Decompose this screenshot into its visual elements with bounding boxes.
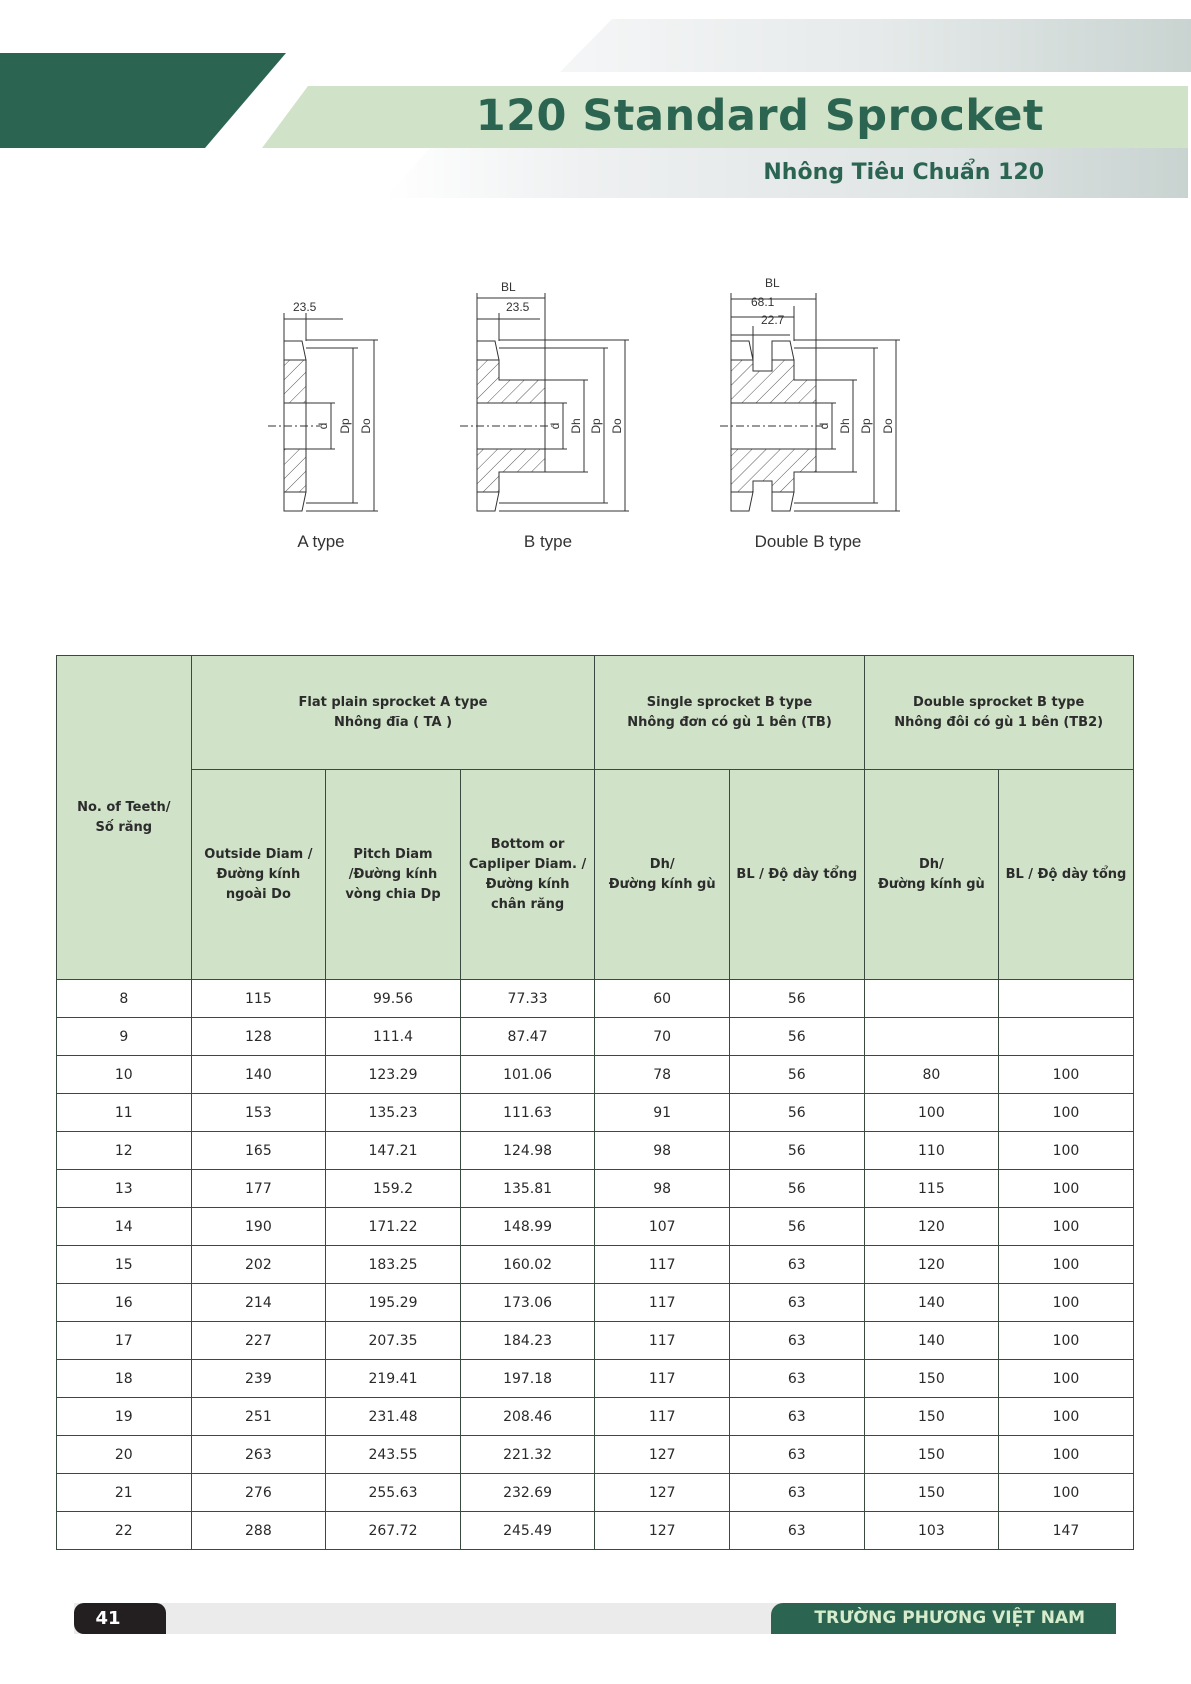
table-cell: 227 bbox=[191, 1322, 326, 1360]
a-type-width-label: 23.5 bbox=[293, 300, 317, 314]
header-line: /Đường kính bbox=[348, 866, 438, 882]
table-cell: 239 bbox=[191, 1360, 326, 1398]
table-row bbox=[57, 1056, 1134, 1094]
table-cell: 63 bbox=[729, 1284, 864, 1322]
table-cell: 127 bbox=[595, 1436, 730, 1474]
table-cell: 147.21 bbox=[326, 1132, 461, 1170]
table-cell: 100 bbox=[999, 1360, 1134, 1398]
table-cell: 21 bbox=[57, 1474, 192, 1512]
table-cell: 87.47 bbox=[460, 1018, 595, 1056]
table-cell: 56 bbox=[729, 1056, 864, 1094]
table-cell: 288 bbox=[191, 1512, 326, 1550]
table-cell: 80 bbox=[864, 1056, 999, 1094]
b-type-d-label: d bbox=[548, 422, 562, 430]
table-cell bbox=[864, 1018, 999, 1056]
a-type-caption: A type bbox=[297, 532, 345, 551]
table-cell: 127 bbox=[595, 1474, 730, 1512]
table-cell: 111.4 bbox=[326, 1018, 461, 1056]
table-cell: 117 bbox=[595, 1284, 730, 1322]
table-cell: 120 bbox=[864, 1246, 999, 1284]
table-cell: 98 bbox=[595, 1170, 730, 1208]
table-cell: 197.18 bbox=[460, 1360, 595, 1398]
table-cell: 56 bbox=[729, 1208, 864, 1246]
table-cell: 135.23 bbox=[326, 1094, 461, 1132]
table-cell: 150 bbox=[864, 1398, 999, 1436]
table-cell: 208.46 bbox=[460, 1398, 595, 1436]
table-cell: 56 bbox=[729, 1170, 864, 1208]
a-type-drawing bbox=[268, 313, 378, 511]
b-type-dp-label: Dp bbox=[589, 418, 603, 434]
table-cell: 263 bbox=[191, 1436, 326, 1474]
table-cell: 140 bbox=[864, 1322, 999, 1360]
table-cell: 207.35 bbox=[326, 1322, 461, 1360]
table-row bbox=[57, 980, 1134, 1018]
sprocket-drawings bbox=[240, 268, 940, 568]
double-b-type-d-label: d bbox=[817, 422, 831, 430]
table-cell: 10 bbox=[57, 1056, 192, 1094]
table-cell: 110 bbox=[864, 1132, 999, 1170]
table-cell: 140 bbox=[864, 1284, 999, 1322]
teeth-header-en: No. of Teeth/ bbox=[77, 799, 171, 815]
col-header-outside-diam bbox=[191, 770, 326, 980]
b-type-bl-label: BL bbox=[501, 280, 516, 294]
double-b-type-dh-label: Dh bbox=[838, 418, 852, 434]
table-cell: 243.55 bbox=[326, 1436, 461, 1474]
table-cell: 195.29 bbox=[326, 1284, 461, 1322]
table-cell: 124.98 bbox=[460, 1132, 595, 1170]
table-cell: 135.81 bbox=[460, 1170, 595, 1208]
table-cell: 171.22 bbox=[326, 1208, 461, 1246]
table-cell: 100 bbox=[999, 1094, 1134, 1132]
table-cell: 77.33 bbox=[460, 980, 595, 1018]
table-cell: 147 bbox=[999, 1512, 1134, 1550]
table-cell: 100 bbox=[999, 1474, 1134, 1512]
table-cell: 78 bbox=[595, 1056, 730, 1094]
table-cell: 140 bbox=[191, 1056, 326, 1094]
table-cell: 99.56 bbox=[326, 980, 461, 1018]
header-line: Bottom or bbox=[490, 836, 565, 852]
sprocket-diagrams bbox=[240, 268, 940, 568]
header-line: Pitch Diam bbox=[353, 846, 433, 862]
teeth-header bbox=[57, 656, 192, 980]
a-type-dp-label: Dp bbox=[338, 418, 352, 434]
col-header-single-bl bbox=[729, 770, 864, 980]
table-cell: 150 bbox=[864, 1474, 999, 1512]
col-header-single-dh bbox=[595, 770, 730, 980]
header-band-top bbox=[560, 19, 1191, 72]
group-header-vi: Nhông đĩa ( TA ) bbox=[333, 714, 453, 730]
table-cell: 100 bbox=[864, 1094, 999, 1132]
table-cell: 107 bbox=[595, 1208, 730, 1246]
table-cell: 17 bbox=[57, 1322, 192, 1360]
table-row bbox=[57, 1208, 1134, 1246]
table-row bbox=[57, 1474, 1134, 1512]
double-b-type-total-label: 68.1 bbox=[751, 295, 775, 309]
group-header-vi: Nhông đơn có gù 1 bên (TB) bbox=[627, 714, 832, 730]
table-cell: 117 bbox=[595, 1322, 730, 1360]
table-cell: 127 bbox=[595, 1512, 730, 1550]
table-cell: 183.25 bbox=[326, 1246, 461, 1284]
group-header-single-b-type bbox=[595, 656, 864, 770]
table-cell: 100 bbox=[999, 1436, 1134, 1474]
table-cell: 9 bbox=[57, 1018, 192, 1056]
table-cell: 11 bbox=[57, 1094, 192, 1132]
table-cell bbox=[864, 980, 999, 1018]
table-cell: 63 bbox=[729, 1512, 864, 1550]
group-header-a-type bbox=[191, 656, 595, 770]
table-cell: 128 bbox=[191, 1018, 326, 1056]
table-cell: 219.41 bbox=[326, 1360, 461, 1398]
header-line: Đường kính gù bbox=[608, 876, 716, 892]
table-cell: 165 bbox=[191, 1132, 326, 1170]
table-cell: 20 bbox=[57, 1436, 192, 1474]
table-cell bbox=[999, 980, 1134, 1018]
table-row bbox=[57, 1436, 1134, 1474]
b-type-do-label: Do bbox=[610, 418, 624, 434]
col-header-pitch-diam bbox=[326, 770, 461, 980]
table-body bbox=[57, 980, 1134, 1550]
table-cell: 63 bbox=[729, 1246, 864, 1284]
table-cell: 63 bbox=[729, 1322, 864, 1360]
table-cell: 160.02 bbox=[460, 1246, 595, 1284]
table-cell: 56 bbox=[729, 1094, 864, 1132]
table-cell: 100 bbox=[999, 1246, 1134, 1284]
table-cell: 115 bbox=[864, 1170, 999, 1208]
table-cell: 63 bbox=[729, 1360, 864, 1398]
table-cell: 190 bbox=[191, 1208, 326, 1246]
table-cell: 255.63 bbox=[326, 1474, 461, 1512]
header-accent-block bbox=[0, 53, 286, 148]
table-cell: 101.06 bbox=[460, 1056, 595, 1094]
table-cell: 13 bbox=[57, 1170, 192, 1208]
b-type-drawing bbox=[460, 293, 629, 511]
table-cell: 56 bbox=[729, 1132, 864, 1170]
table-cell: 100 bbox=[999, 1056, 1134, 1094]
teeth-header-vi: Số răng bbox=[95, 819, 153, 835]
table-cell: 63 bbox=[729, 1398, 864, 1436]
table-row bbox=[57, 1284, 1134, 1322]
table-cell: 19 bbox=[57, 1398, 192, 1436]
table-cell: 100 bbox=[999, 1132, 1134, 1170]
header-line: Capliper Diam. / bbox=[468, 856, 587, 872]
table-cell: 100 bbox=[999, 1322, 1134, 1360]
table-cell: 117 bbox=[595, 1360, 730, 1398]
group-header-en: Double sprocket B type bbox=[913, 694, 1085, 710]
table-cell: 91 bbox=[595, 1094, 730, 1132]
header-line: vòng chia Dp bbox=[345, 886, 441, 902]
header-line: Dh/ bbox=[649, 856, 675, 872]
table-cell: 111.63 bbox=[460, 1094, 595, 1132]
double-b-type-caption: Double B type bbox=[754, 532, 862, 551]
table-row bbox=[57, 1094, 1134, 1132]
table-row bbox=[57, 1360, 1134, 1398]
table-cell: 184.23 bbox=[460, 1322, 595, 1360]
table-cell: 231.48 bbox=[326, 1398, 461, 1436]
table-cell: 202 bbox=[191, 1246, 326, 1284]
b-type-width-label: 23.5 bbox=[506, 300, 530, 314]
table-row bbox=[57, 1018, 1134, 1056]
table-cell: 117 bbox=[595, 1246, 730, 1284]
double-b-type-bl-label: BL bbox=[765, 276, 780, 290]
group-header-vi: Nhông đôi có gù 1 bên (TB2) bbox=[894, 714, 1104, 730]
table-cell: 232.69 bbox=[460, 1474, 595, 1512]
header-line: Dh/ bbox=[918, 856, 944, 872]
page-number-text: 41 bbox=[95, 1608, 121, 1629]
table-cell: 276 bbox=[191, 1474, 326, 1512]
table-cell: 150 bbox=[864, 1436, 999, 1474]
page-number bbox=[74, 1603, 166, 1634]
page-title: 120 Standard Sprocket bbox=[475, 91, 1044, 141]
table-cell: 267.72 bbox=[326, 1512, 461, 1550]
table-cell: 214 bbox=[191, 1284, 326, 1322]
table-cell: 173.06 bbox=[460, 1284, 595, 1322]
table-cell: 115 bbox=[191, 980, 326, 1018]
table-cell: 15 bbox=[57, 1246, 192, 1284]
table-cell: 221.32 bbox=[460, 1436, 595, 1474]
a-type-do-label: Do bbox=[359, 418, 373, 434]
table-cell: 70 bbox=[595, 1018, 730, 1056]
table-row bbox=[57, 1398, 1134, 1436]
page-subtitle: Nhông Tiêu Chuẩn 120 bbox=[763, 160, 1044, 185]
table-cell bbox=[999, 1018, 1134, 1056]
table-cell: 150 bbox=[864, 1360, 999, 1398]
table-row bbox=[57, 1322, 1134, 1360]
header-line: Outside Diam / bbox=[204, 846, 313, 862]
header-line: chân răng bbox=[490, 896, 565, 912]
table-cell: 100 bbox=[999, 1208, 1134, 1246]
table-cell: 14 bbox=[57, 1208, 192, 1246]
table-row bbox=[57, 1512, 1134, 1550]
table-cell: 117 bbox=[595, 1398, 730, 1436]
table-cell: 177 bbox=[191, 1170, 326, 1208]
table-cell: 153 bbox=[191, 1094, 326, 1132]
table-cell: 148.99 bbox=[460, 1208, 595, 1246]
table-cell: 100 bbox=[999, 1170, 1134, 1208]
header-line: BL / Độ dày tổng bbox=[1005, 866, 1127, 882]
table-cell: 63 bbox=[729, 1474, 864, 1512]
table-cell: 18 bbox=[57, 1360, 192, 1398]
table-cell: 98 bbox=[595, 1132, 730, 1170]
col-header-double-bl bbox=[999, 770, 1134, 980]
b-type-caption: B type bbox=[523, 532, 573, 551]
table-cell: 60 bbox=[595, 980, 730, 1018]
header-line: Đường kính bbox=[485, 876, 570, 892]
table-cell: 63 bbox=[729, 1436, 864, 1474]
table-cell: 22 bbox=[57, 1512, 192, 1550]
header-line: Đường kính bbox=[216, 866, 301, 882]
group-header-en: Flat plain sprocket A type bbox=[298, 694, 488, 710]
table-row bbox=[57, 1246, 1134, 1284]
a-type-d-label: d bbox=[316, 422, 330, 430]
col-header-double-dh bbox=[864, 770, 999, 980]
table-cell: 56 bbox=[729, 980, 864, 1018]
table-cell: 100 bbox=[999, 1398, 1134, 1436]
table-cell: 120 bbox=[864, 1208, 999, 1246]
table-cell: 100 bbox=[999, 1284, 1134, 1322]
footer-brand: TRƯỜNG PHƯƠNG VIỆT NAM bbox=[771, 1603, 1116, 1634]
sprocket-spec-table bbox=[56, 655, 1134, 1550]
double-b-type-width-label: 22.7 bbox=[761, 313, 785, 327]
header-line: BL / Độ dày tổng bbox=[736, 866, 858, 882]
table-cell: 245.49 bbox=[460, 1512, 595, 1550]
col-header-bottom-diam bbox=[460, 770, 595, 980]
table-cell: 123.29 bbox=[326, 1056, 461, 1094]
double-b-type-drawing bbox=[720, 293, 900, 511]
b-type-dh-label: Dh bbox=[569, 418, 583, 434]
table-cell: 103 bbox=[864, 1512, 999, 1550]
header-line: Đường kính gù bbox=[877, 876, 985, 892]
double-b-type-do-label: Do bbox=[881, 418, 895, 434]
header-line: ngoài Do bbox=[225, 886, 291, 902]
group-header-en: Single sprocket B type bbox=[646, 694, 813, 710]
table-cell: 12 bbox=[57, 1132, 192, 1170]
table-cell: 8 bbox=[57, 980, 192, 1018]
table-cell: 159.2 bbox=[326, 1170, 461, 1208]
table-cell: 251 bbox=[191, 1398, 326, 1436]
table-cell: 16 bbox=[57, 1284, 192, 1322]
table-row bbox=[57, 1170, 1134, 1208]
group-header-double-b-type bbox=[864, 656, 1133, 770]
table-row bbox=[57, 1132, 1134, 1170]
double-b-type-dp-label: Dp bbox=[859, 418, 873, 434]
table-cell: 56 bbox=[729, 1018, 864, 1056]
